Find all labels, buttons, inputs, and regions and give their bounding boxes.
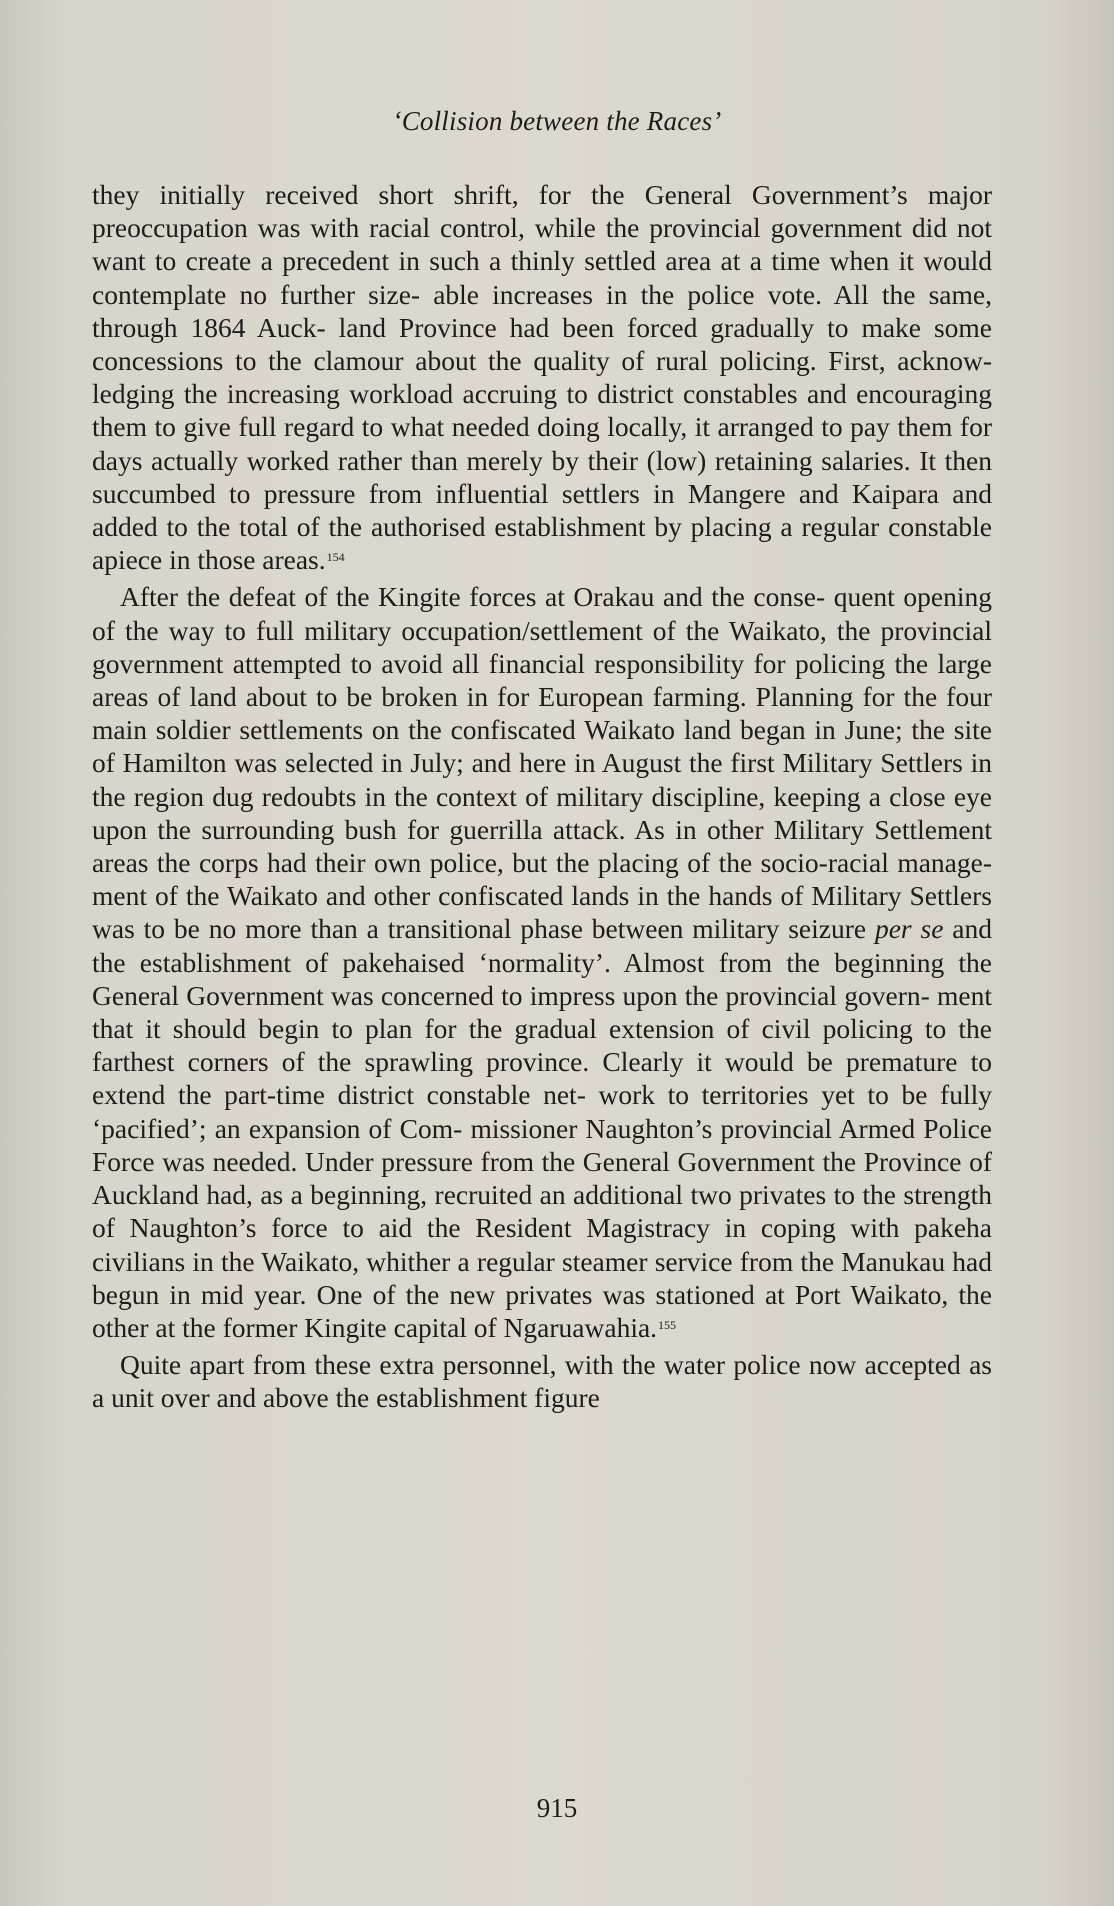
paragraph-2 (92, 580, 992, 1344)
body-text (92, 178, 992, 1415)
paragraph-2-text-a: After the defeat of the Kingite forces at Orakau and the conse- quent opening of the way to full military occupation/settlement of the Waikato, the provincial government attempted to avoid all financial responsibility for policing the large areas of land about to be broken in for European farming. Planning for the four main soldier settlements on the confiscated Waikato land began in June; the site of Hamilton was selected in July; and here in August the first Military Settlers in the region dug redoubts in the context of military discipline, keeping a close eye upon the surrounding bush for guerrilla attack. As in other Military Settlement areas the corps had their own police, but the placing of the socio-racial manage- ment of the Waikato and other confiscated lands in the hands of Military Settlers was to be no more than a transitional phase between military seizure (92, 581, 992, 945)
paragraph-3-text: Quite apart from these extra personnel, with the water police now accepted as a unit over and above the establishment figure (92, 1349, 992, 1414)
paragraph-1 (92, 178, 992, 576)
paragraph-2-text-b: and the establishment of pakehaised ‘normality’. Almost from the beginning the General Government was concerned to impress upon the provincial govern- ment that it should begin to plan for the gradual extension of civil policing to the farthest corners of the sprawling province. Clearly it would be premature to extend the part-time district constable net- work to territories yet to be fully ‘pacified’; an expansion of Com- missioner Naughton’s provincial Armed Police Force was needed. Under pressure from the General Government the Province of Auckland had, as a beginning, recruited an additional two privates to the strength of Naughton’s force to aid the Resident Magistracy in coping with pakeha civilians in the Waikato, whither a regular steamer service from the Manukau had begun in mid year. One of the new privates was stationed at Port Waikato, the other at the former Kingite capital of Ngaruawahia. (92, 913, 992, 1343)
running-header: ‘Collision between the Races’ (392, 106, 722, 136)
paragraph-1-text: they initially received short shrift, for the General Government’s major preoccupation was with racial control, while the provincial government did not want to create a precedent in such a thinly settled area at a time when it would contemplate no further size- able increases in the police vote. All the same, through 1864 Auck- land Province had been forced gradually to make some concessions to the clamour about the quality of rural policing. First, acknow- ledging the increasing workload accruing to district constables and encouraging them to give full regard to what needed doing locally, it arranged to pay them for days actually worked rather than merely by their (low) retaining salaries. It then succumbed to pressure from influential settlers in Mangere and Kaipara and added to the total of the authorised establishment by placing a regular constable apiece in those areas. (92, 179, 992, 576)
paragraph-3 (92, 1348, 992, 1414)
footnote-ref-155: 155 (658, 1317, 677, 1332)
footnote-ref-154: 154 (326, 550, 345, 565)
paragraph-2-italic: per se (874, 913, 944, 945)
page-number: 915 (536, 1793, 578, 1823)
